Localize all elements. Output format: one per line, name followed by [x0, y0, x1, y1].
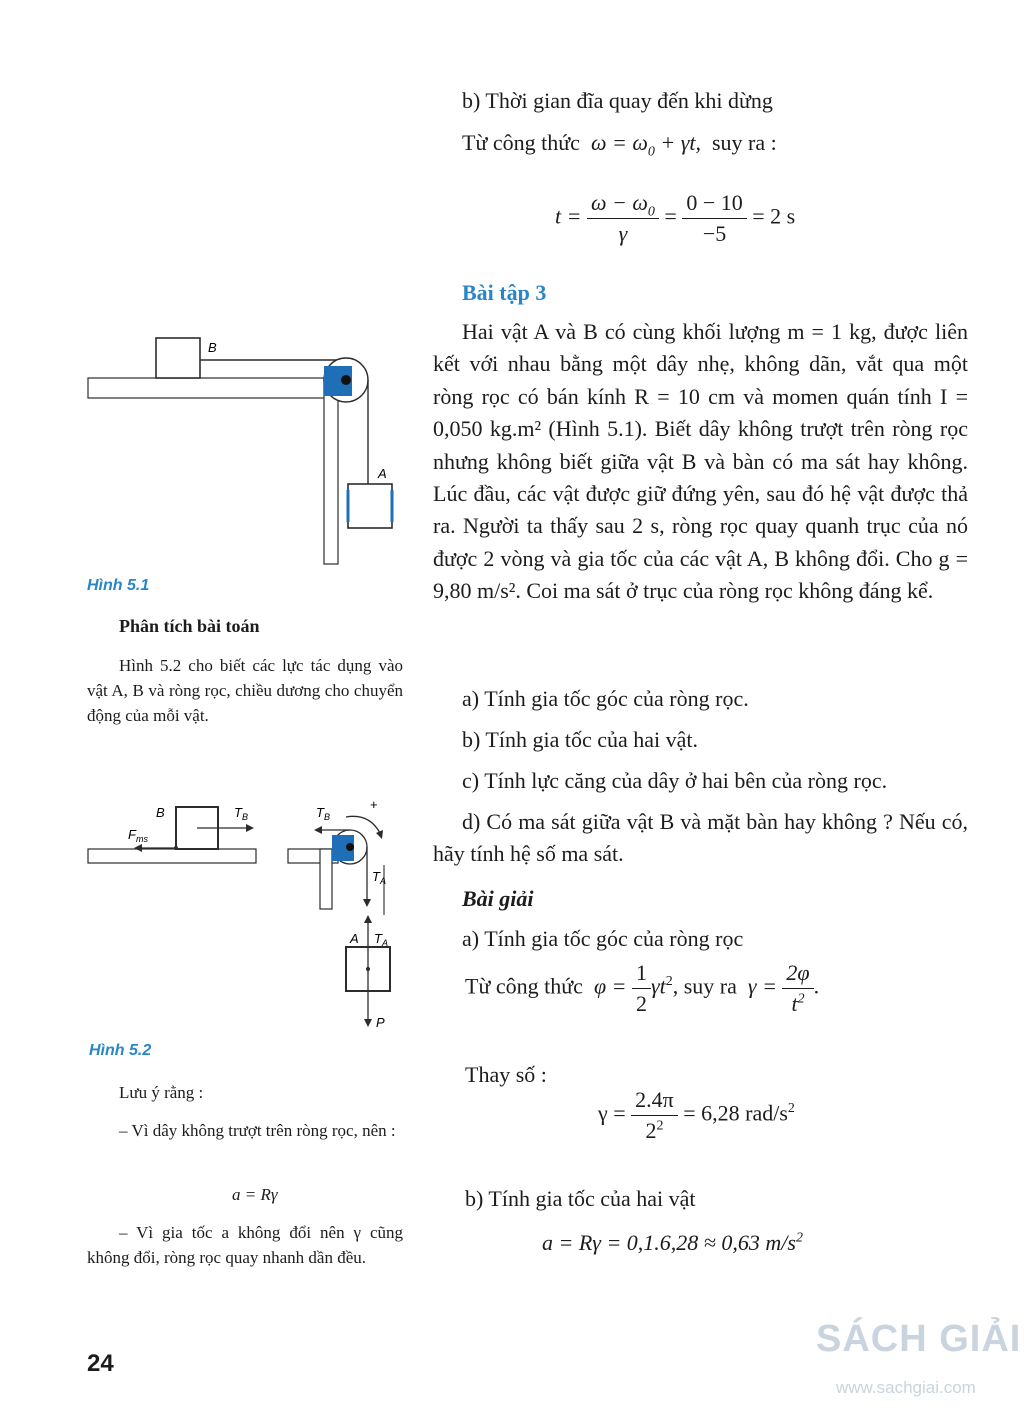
watermark-url: www.sachgiai.com: [836, 1378, 976, 1397]
solution-a-heading: a) Tính gia tốc góc của ròng rọc: [462, 926, 744, 951]
from-formula-pre: Từ công thức: [462, 130, 580, 155]
half-fraction: $\frac{1}{2}$: [632, 960, 651, 1017]
fig2-label-fms: $F_{ms}$: [128, 827, 148, 844]
fig2-label-a: A: [350, 931, 359, 946]
question-c: c) Tính lực căng của dây ở hai bên của ròng rọc.: [462, 768, 888, 793]
acceleration-formula: a = Rγ = 0,1.6,28 ≈ 0,63 $m/s^2$: [542, 1230, 803, 1255]
substitute-label: Thay số :: [465, 1062, 547, 1087]
post-right: [320, 849, 332, 909]
question-d: d) Có ma sát giữa vật B và mặt bàn hay không ? Nếu có, hãy tính hệ số ma sát.: [433, 809, 968, 867]
t-fraction-2: $\frac{0 - 10}{-5}$: [682, 190, 746, 247]
fig2-label-ta1: $T_A$: [372, 869, 386, 886]
note-2: – Vì gia tốc a không đổi nên γ cũng không đổi, ròng rọc quay nhanh dần đều.: [87, 1223, 403, 1267]
t-equation: t = $\frac{\omega - \omega_0}{\gamma}$ = $\frac{0 - 10}{-5}$ = 2 s: [555, 190, 796, 246]
solution-b-heading: b) Tính gia tốc của hai vật: [465, 1186, 696, 1211]
from-formula-line: [462, 130, 777, 160]
t-fraction-1: $\frac{\omega - \omega_0}{\gamma}$: [587, 190, 659, 247]
tension-b-arrowhead: [246, 824, 254, 832]
note-1-formula: a = Rγ: [232, 1185, 278, 1204]
fig2-label-p: P: [376, 1015, 385, 1030]
question-a: a) Tính gia tốc góc của ròng rọc.: [462, 686, 749, 711]
from-formula-post: suy ra :: [712, 130, 777, 155]
fig2-label-plus: +: [370, 797, 378, 812]
note-intro: Lưu ý rằng :: [119, 1083, 204, 1102]
pulley-axle: [341, 375, 351, 385]
watermark-brand: SÁCH GIẢI: [816, 1318, 1022, 1360]
block-b: [156, 338, 200, 378]
table-surface: [88, 378, 352, 398]
table-post: [324, 378, 338, 564]
fig2-label-tb2: $T_B$: [316, 805, 330, 822]
figure-5-1: [84, 330, 404, 570]
figure-5-1-caption: Hình 5.1: [87, 577, 150, 594]
part-b-heading: b) Thời gian đĩa quay đến khi dừng: [462, 88, 773, 113]
phi-equation: Từ công thức φ = $\frac{1}{2}$ $\gamma t^2$, suy ra γ = $\frac{2\varphi}{t^2}$ .: [465, 960, 820, 1016]
fig2-label-tb: $T_B$: [234, 805, 248, 822]
analysis-heading: Phân tích bài toán: [119, 616, 260, 636]
exercise-title: Bài tập 3: [462, 280, 547, 305]
note-1: – Vì dây không trượt trên ròng rọc, nên :: [119, 1121, 396, 1140]
table-left-part: [88, 849, 256, 863]
gamma-value-fraction: $\frac{2.4\pi}{2^2}$: [631, 1087, 678, 1144]
figure-5-2-caption: Hình 5.2: [89, 1042, 152, 1059]
analysis-text: Hình 5.2 cho biết các lực tác dụng vào vật A, B và ròng rọc, chiều dương cho chuyển động của mỗi vật.: [87, 656, 403, 725]
omega-formula: $\omega = \omega_0 + \gamma t$,: [590, 130, 701, 160]
fig2-label-ta2: $T_A$: [374, 931, 388, 948]
solution-heading: Bài giải: [462, 886, 534, 911]
label-a: A: [378, 466, 387, 481]
gamma-fraction: $\frac{2\varphi}{t^2}$: [782, 960, 813, 1017]
page-number: 24: [87, 1350, 114, 1377]
fig2-label-b: B: [156, 805, 165, 820]
block-a: [348, 484, 392, 528]
label-b: B: [208, 340, 217, 355]
figure-5-2: [84, 795, 414, 1035]
question-b: b) Tính gia tốc của hai vật.: [462, 727, 699, 752]
exercise-text: Hai vật A và B có cùng khối lượng m = 1 kg, được liên kết với nhau bằng một dây nhẹ, không dãn, vắt qua một ròng rọc có bán kính R = 10 cm và momen quán tính I = 0,050 kg.m² (Hình 5.1). Biết dây không trượt trên ròng rọc nhưng không biết giữa vật B và bàn có ma sát hay không. Lúc đầu, các vật được giữ đứng yên, sau đó hệ vật được thả ra. Người ta thấy sau 2 s, ròng rọc quay quanh trục của nó được 2 vòng và gia tốc của các vật A, B không đổi. Cho g = 9,80 m/s². Coi ma sát ở trục của ròng rọc không đáng kể.: [433, 319, 968, 604]
gamma-value-equation: γ = $\frac{2.4\pi}{2^2}$ = 6,28 rad/$s^2$: [598, 1087, 795, 1143]
